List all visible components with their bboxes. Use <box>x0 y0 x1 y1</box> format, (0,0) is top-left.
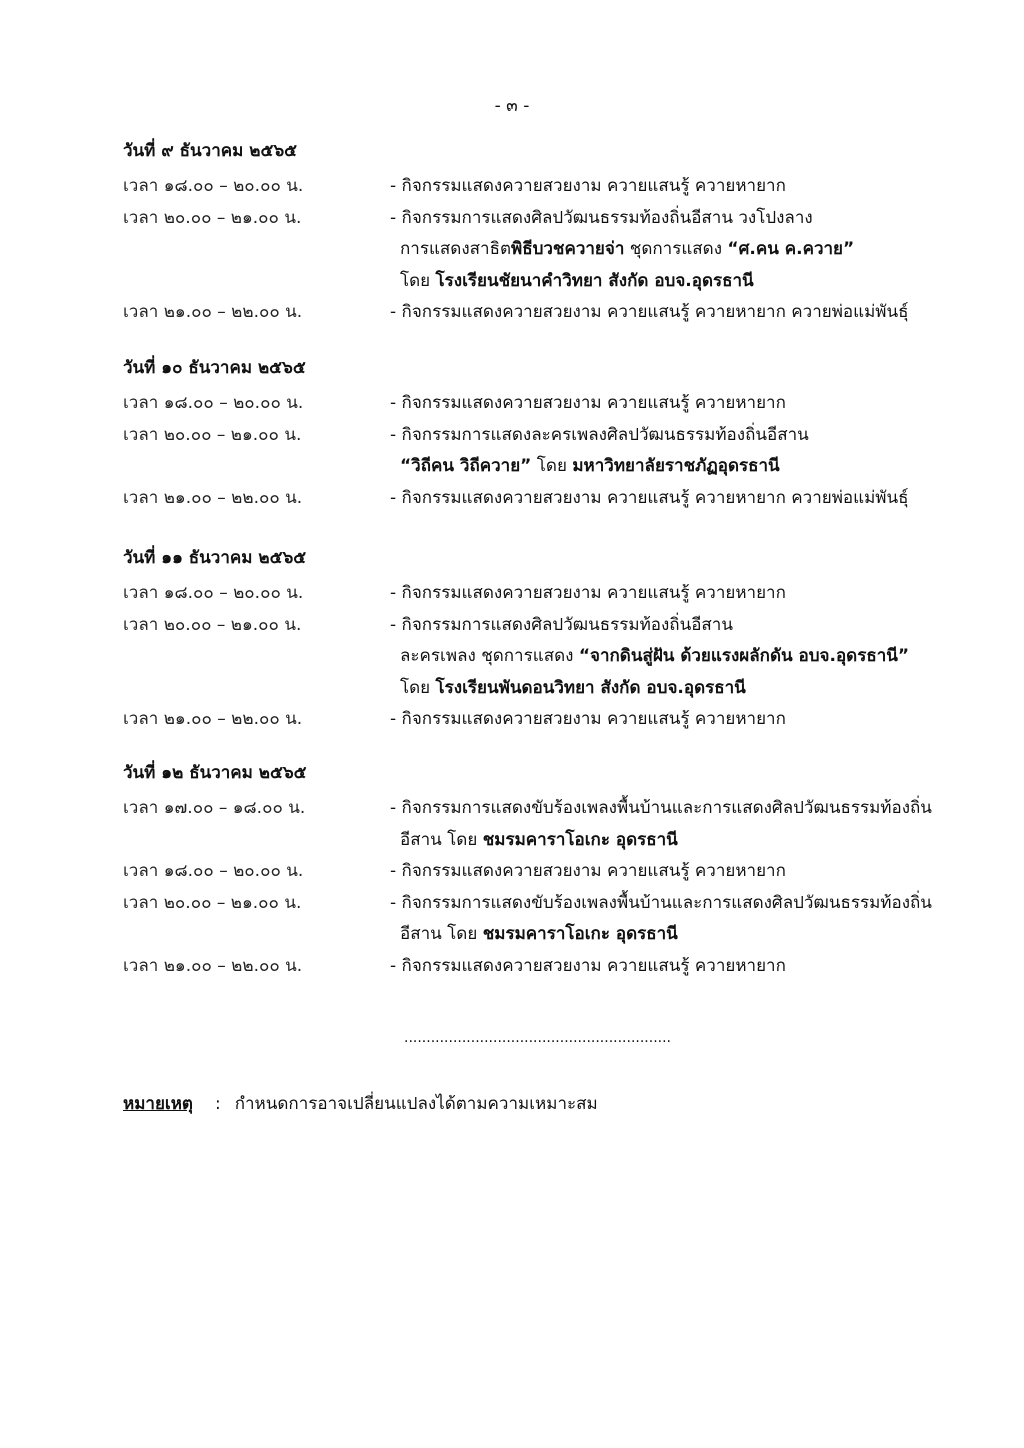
time-slot: เวลา ๑๘.๐๐ – ๒๐.๐๐ น. <box>123 393 304 413</box>
activity-text: - กิจกรรมแสดงควายสวยงาม ควายแสนรู้ ควายหายาก <box>390 393 786 413</box>
activity-description <box>390 579 786 606</box>
time-slot: เวลา ๒๑.๐๐ – ๒๒.๐๐ น. <box>123 302 303 322</box>
note-text: กำหนดการอาจเปลี่ยนแปลงได้ตามความเหมาะสม <box>234 1094 598 1114</box>
time-slot: เวลา ๒๑.๐๐ – ๒๒.๐๐ น. <box>123 709 303 729</box>
activity-text-bold: “ศ.คน ค.ควาย” <box>727 239 855 259</box>
activity-text: - กิจกรรมแสดงควายสวยงาม ควายแสนรู้ ควายหายาก <box>390 583 786 603</box>
activity-description <box>390 389 786 416</box>
time-slot: เวลา ๒๐.๐๐ – ๒๑.๐๐ น. <box>123 614 302 635</box>
activity-description <box>390 421 809 448</box>
activity-text: - กิจกรรมการแสดงศิลปวัฒนธรรมท้องถิ่นอีสาน <box>390 614 733 635</box>
activity-description <box>390 857 786 884</box>
activity-description <box>390 298 909 325</box>
activity-text-bold: ชมรมคาราโอเกะ อุดรธานี <box>482 829 678 850</box>
activity-text: โดย <box>400 270 436 291</box>
activity-text: อีสาน โดย <box>400 924 483 944</box>
activity-text: ชุดการแสดง <box>624 239 728 259</box>
page-number: - ๓ - <box>494 96 530 116</box>
activity-description <box>390 484 909 511</box>
activity-text: โดย <box>531 456 573 476</box>
activity-text-bold: โรงเรียนพันดอนวิทยา สังกัด อบจ.อุดรธานี <box>435 677 746 698</box>
day-header: วันที่ ๑๒ ธันวาคม ๒๕๖๕ <box>123 763 307 783</box>
activity-text: - กิจกรรมแสดงควายสวยงาม ควายแสนรู้ ควายหายาก <box>390 176 786 196</box>
note-separator: : <box>214 1094 221 1114</box>
activity-text: - กิจกรรมแสดงควายสวยงาม ควายแสนรู้ ควายหายาก <box>390 955 786 976</box>
time-slot: เวลา ๑๗.๐๐ – ๑๘.๐๐ น. <box>123 798 306 818</box>
activity-text: - กิจกรรมการแสดงศิลปวัฒนธรรมท้องถิ่นอีสาน วงโปงลาง <box>390 207 813 228</box>
time-slot: เวลา ๒๑.๐๐ – ๒๒.๐๐ น. <box>123 955 303 976</box>
activity-text: - กิจกรรมแสดงควายสวยงาม ควายแสนรู้ ควายหายาก <box>390 709 786 729</box>
activity-detail <box>400 920 678 947</box>
activity-text: การแสดงสาธิต <box>400 239 511 259</box>
day-header: วันที่ ๙ ธันวาคม ๒๕๖๕ <box>123 141 297 161</box>
time-slot: เวลา ๑๘.๐๐ – ๒๐.๐๐ น. <box>123 176 304 196</box>
time-slot: เวลา ๒๐.๐๐ – ๒๑.๐๐ น. <box>123 207 302 228</box>
activity-description <box>390 952 786 979</box>
activity-detail <box>400 452 780 479</box>
activity-description <box>390 611 733 638</box>
activity-text: อีสาน โดย <box>400 829 483 850</box>
activity-text-bold: ชมรมคาราโอเกะ อุดรธานี <box>482 924 678 944</box>
activity-description <box>390 204 813 231</box>
activity-text: ละครเพลง ชุดการแสดง <box>400 646 579 666</box>
day-header: วันที่ ๑๐ ธันวาคม ๒๕๖๕ <box>123 358 306 378</box>
activity-text-bold: “จากดินสู่ฝัน ด้วยแรงผลักดัน อบจ.อุดรธานี” <box>578 646 910 666</box>
activity-description <box>390 705 786 732</box>
activity-text: - กิจกรรมแสดงควายสวยงาม ควายแสนรู้ ควายหายาก <box>390 861 786 881</box>
separator-dots: ............................................................ <box>404 1030 672 1046</box>
activity-detail <box>400 826 678 853</box>
day-header: วันที่ ๑๑ ธันวาคม ๒๕๖๕ <box>123 548 307 568</box>
activity-text-bold: มหาวิทยาลัยราชภัฏอุดรธานี <box>572 456 780 476</box>
activity-text: - กิจกรรมแสดงควายสวยงาม ควายแสนรู้ ควายหายาก ควายพ่อแม่พันธุ์ <box>390 487 909 508</box>
activity-text-bold: “วิถีคน วิถีควาย” <box>400 456 532 476</box>
activity-detail <box>400 674 746 701</box>
time-slot: เวลา ๒๑.๐๐ – ๒๒.๐๐ น. <box>123 487 303 508</box>
activity-description <box>390 794 932 821</box>
time-slot: เวลา ๒๐.๐๐ – ๒๑.๐๐ น. <box>123 892 302 913</box>
activity-text: - กิจกรรมแสดงควายสวยงาม ควายแสนรู้ ควายหายาก ควายพ่อแม่พันธุ์ <box>390 302 909 322</box>
activity-text-bold: โรงเรียนชัยนาคำวิทยา สังกัด อบจ.อุดรธานี <box>435 270 754 291</box>
activity-description <box>390 889 932 916</box>
activity-description <box>390 172 786 199</box>
activity-text: - กิจกรรมการแสดงขับร้องเพลงพื้นบ้านและการแสดงศิลปวัฒนธรรมท้องถิ่น <box>390 798 932 818</box>
time-slot: เวลา ๑๘.๐๐ – ๒๐.๐๐ น. <box>123 861 304 881</box>
activity-text-bold: พิธีบวชควายจ่า <box>510 239 625 259</box>
time-slot: เวลา ๒๐.๐๐ – ๒๑.๐๐ น. <box>123 424 302 445</box>
activity-detail <box>400 235 854 262</box>
note-label: หมายเหตุ <box>123 1094 193 1114</box>
activity-text: โดย <box>400 677 436 698</box>
activity-text: - กิจกรรมการแสดงละครเพลงศิลปวัฒนธรรมท้องถิ่นอีสาน <box>390 424 809 445</box>
activity-text: - กิจกรรมการแสดงขับร้องเพลงพื้นบ้านและการแสดงศิลปวัฒนธรรมท้องถิ่น <box>390 892 932 913</box>
activity-detail <box>400 267 754 294</box>
time-slot: เวลา ๑๘.๐๐ – ๒๐.๐๐ น. <box>123 583 304 603</box>
note <box>123 1090 598 1117</box>
activity-detail <box>400 642 909 669</box>
